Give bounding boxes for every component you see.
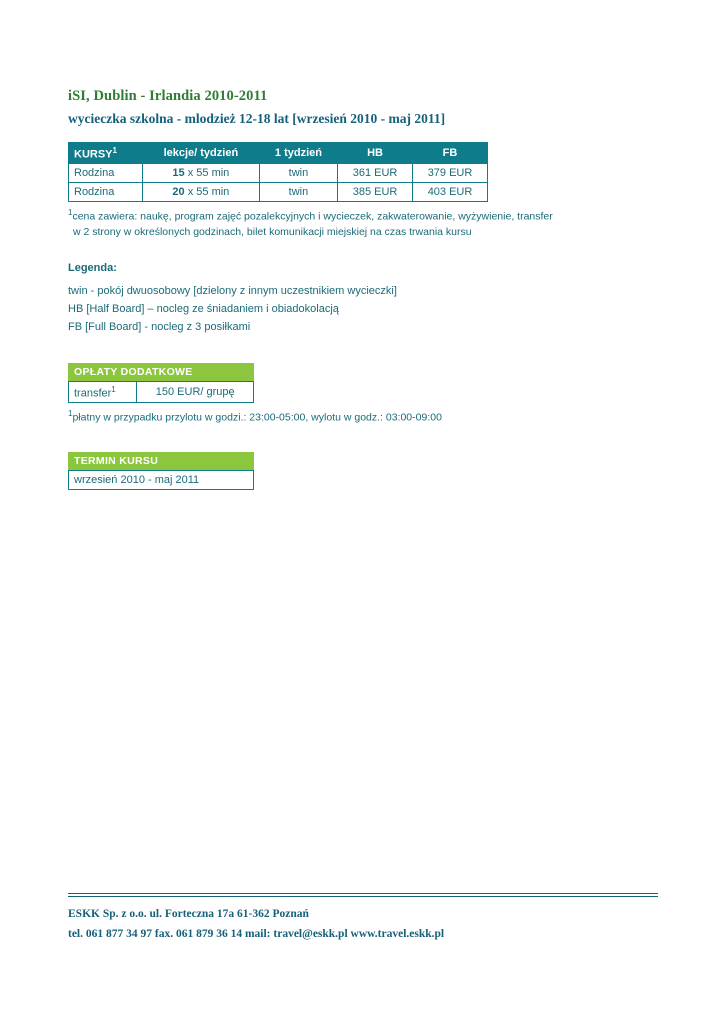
cell-lessons-unit: x 55 min — [184, 186, 230, 199]
extra-fees-table — [68, 381, 254, 404]
extra-fees-header: OPŁATY DODATKOWE — [68, 363, 254, 381]
column-header-week: 1 tydzień — [259, 142, 337, 164]
course-term-header: TERMIN KURSU — [68, 452, 254, 470]
courses-footnote — [68, 207, 658, 240]
footer-contact: tel. 061 877 34 97 fax. 061 879 36 14 mail: travel@eskk.pl www.travel.eskk.pl — [68, 928, 445, 941]
courses-footnote-line1: cena zawiera: naukę, program zajęć pozalekcyjnych i wycieczek, zakwaterowanie, wyżywienie, transfer — [72, 210, 553, 223]
extra-fees-footnote — [68, 408, 658, 426]
column-header-hb: HB — [338, 142, 413, 164]
column-header-kursy-label: KURSY — [74, 148, 113, 161]
extra-fees-footnote-text: płatny w przypadku przylotu w godzi.: 23:00-05:00, wylotu w godz.: 03:00-09:00 — [72, 411, 442, 424]
cell-lessons-count: 20 — [172, 186, 185, 199]
legend-line-fb: FB [Full Board] - nocleg z 3 posiłkami — [68, 321, 251, 334]
column-header-kursy — [69, 142, 143, 164]
cell-hb: 361 EUR — [338, 164, 413, 183]
cell-fb: 403 EUR — [413, 183, 488, 202]
courses-footnote-marker: 1 — [68, 208, 73, 218]
table-header-row — [69, 142, 488, 164]
column-header-fb: FB — [413, 142, 488, 164]
footer-divider — [68, 893, 658, 897]
cell-lessons-unit: x 55 min — [184, 167, 230, 180]
page-title: iSI, Dublin - Irlandia 2010-2011 — [68, 88, 268, 104]
courses-table — [68, 142, 488, 203]
document-content — [68, 88, 658, 490]
cell-lessons — [142, 164, 259, 183]
cell-lessons — [142, 183, 259, 202]
cell-name: Rodzina — [69, 183, 143, 202]
page-footer — [68, 893, 658, 944]
courses-table-body — [69, 164, 488, 202]
legend-line-hb: HB [Half Board] – nocleg ze śniadaniem i obiadokolacją — [68, 303, 339, 316]
courses-table-head — [69, 142, 488, 164]
cell-transfer-label-text: transfer — [74, 387, 112, 400]
cell-fb: 379 EUR — [413, 164, 488, 183]
cell-hb: 385 EUR — [338, 183, 413, 202]
cell-transfer-label — [69, 381, 137, 403]
legend-block — [68, 262, 658, 336]
table-row — [69, 183, 488, 202]
cell-name: Rodzina — [69, 164, 143, 183]
cell-transfer-value: 150 EUR/ grupę — [137, 381, 254, 403]
cell-week: twin — [259, 183, 337, 202]
cell-week: twin — [259, 164, 337, 183]
page-subtitle: wycieczka szkolna - mlodzież 12-18 lat [wrzesień 2010 - maj 2011] — [68, 111, 446, 127]
table-row — [69, 381, 254, 403]
cell-lessons-count: 15 — [172, 167, 185, 180]
course-term-value: wrzesień 2010 - maj 2011 — [68, 470, 254, 490]
footer-address: ESKK Sp. z o.o. ul. Forteczna 17a 61-362 Poznań — [68, 908, 309, 920]
cell-transfer-label-marker: 1 — [111, 384, 116, 394]
column-header-lessons: lekcje/ tydzień — [142, 142, 259, 164]
legend-line-twin: twin - pokój dwuosobowy [dzielony z innym uczestnikiem wycieczki] — [68, 285, 397, 298]
extra-fees-table-body — [69, 381, 254, 403]
table-row — [69, 164, 488, 183]
column-header-kursy-superscript: 1 — [112, 145, 117, 155]
legend-title: Legenda: — [68, 262, 117, 275]
courses-footnote-line2: w 2 strony w określonych godzinach, bilet komunikacji miejskiej na czas trwania kursu — [73, 225, 472, 238]
extra-fees-footnote-marker: 1 — [68, 409, 73, 419]
